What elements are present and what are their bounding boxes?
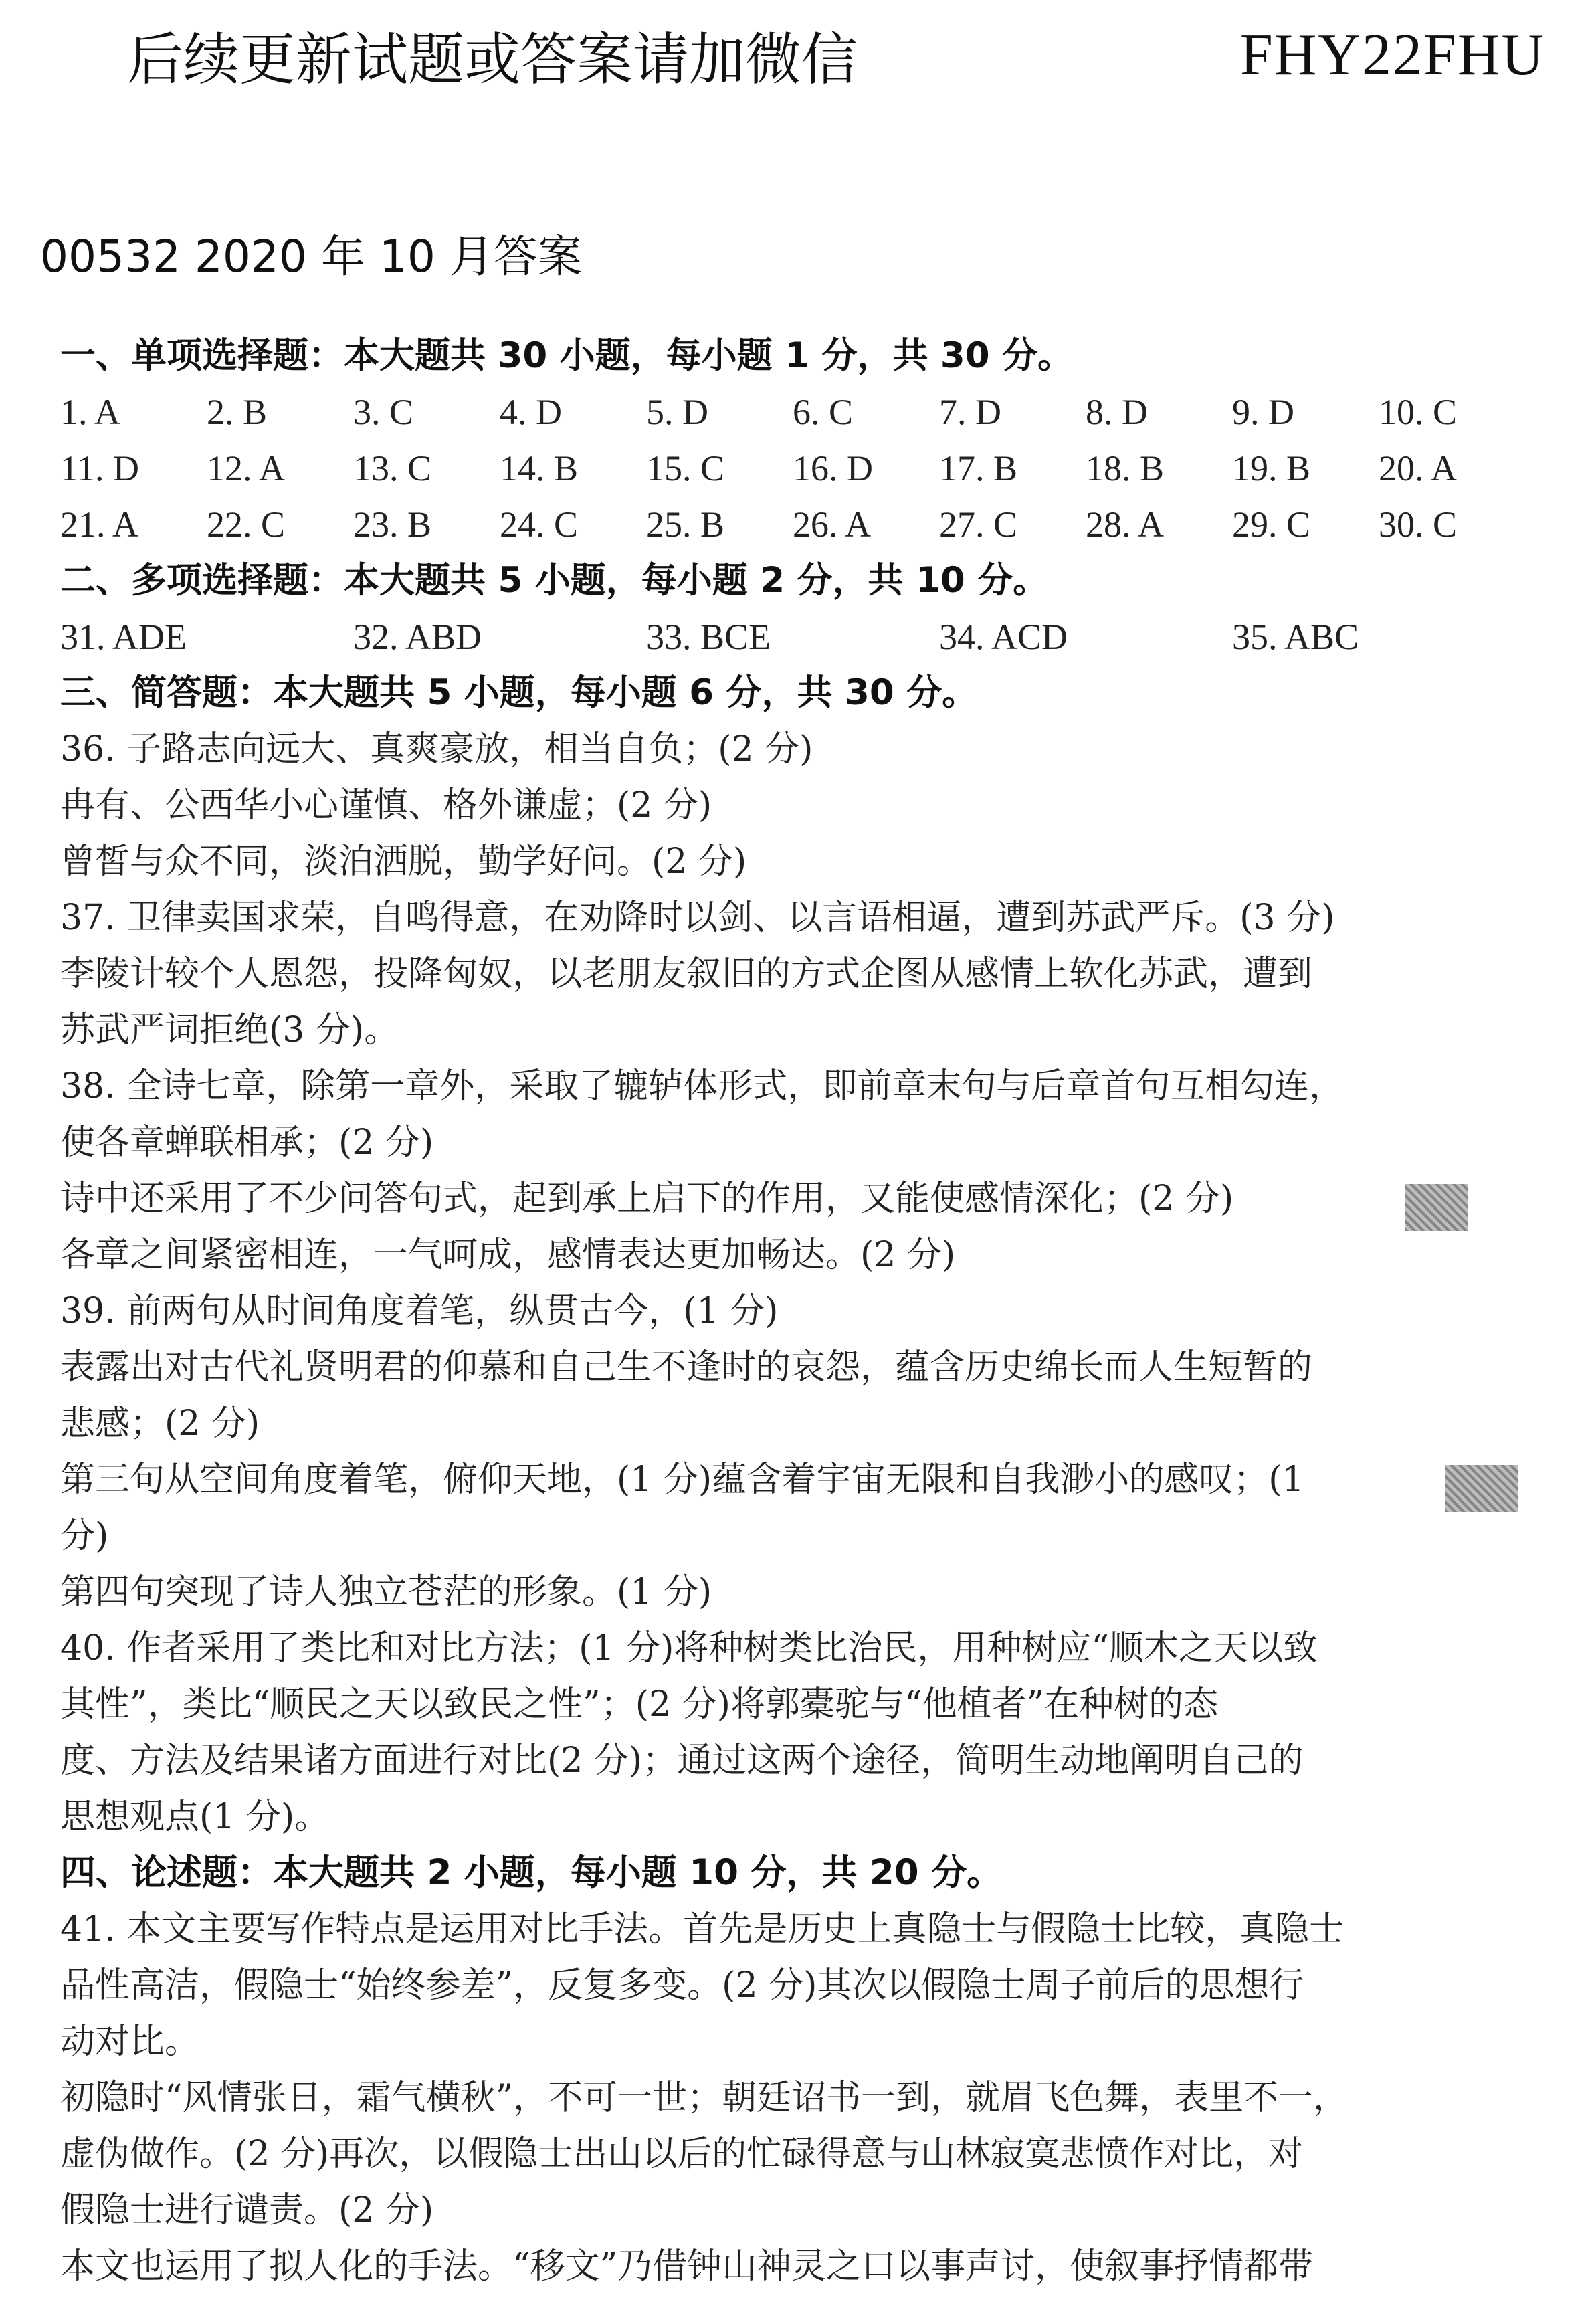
answer-cell: 7. D xyxy=(939,392,1001,432)
answer-cell: 35. ABC xyxy=(1232,617,1359,657)
answer-cell: 30. C xyxy=(1379,504,1458,545)
answer-cell: 26. A xyxy=(793,504,872,545)
answer-cell: 10. C xyxy=(1379,392,1458,432)
answer-line: 第三句从空间角度着笔，俯仰天地，(1 分)蕴含着宇宙无限和自我渺小的感叹；(1 xyxy=(60,1460,1304,1500)
answer-line: 37. 卫律卖国求荣，自鸣得意，在劝降时以剑、以言语相逼，遭到苏武严斥。(3 分) xyxy=(60,898,1335,938)
answer-cell: 3. C xyxy=(353,392,414,432)
answer-line: 苏武严词拒绝(3 分)。 xyxy=(60,1010,399,1050)
answer-cell: 5. D xyxy=(646,392,708,432)
answer-line: 虚伪做作。(2 分)再次，以假隐士出山以后的忙碌得意与山林寂寞悲愤作对比，对 xyxy=(60,2134,1304,2174)
answer-cell: 16. D xyxy=(793,448,873,488)
answer-cell: 29. C xyxy=(1232,504,1311,545)
multiple-choice-answers xyxy=(60,609,1572,665)
answer-line: 诗中还采用了不少问答句式，起到承上启下的作用，又能使感情深化；(2 分) xyxy=(60,1179,1234,1219)
header-wechat-code: FHY22FHU xyxy=(1239,22,1545,88)
scan-smudge xyxy=(1405,1184,1468,1231)
answer-line: 思想观点(1 分)。 xyxy=(60,1797,330,1837)
answer-row xyxy=(60,440,1572,496)
answer-line: 分) xyxy=(60,1516,109,1556)
header-notice: 后续更新试题或答案请加微信 xyxy=(127,26,858,92)
section4-heading: 四、论述题：本大题共 2 小题，每小题 10 分，共 20 分。 xyxy=(60,1852,1003,1893)
answer-line: 冉有、公西华小心谨慎、格外谦虚；(2 分) xyxy=(60,785,712,826)
answer-line: 使各章蝉联相承；(2 分) xyxy=(60,1123,434,1163)
section3-heading: 三、简答题：本大题共 5 小题，每小题 6 分，共 30 分。 xyxy=(60,672,978,713)
answer-line: 度、方法及结果诸方面进行对比(2 分)；通过这两个途径，简明生动地阐明自己的 xyxy=(60,1741,1304,1781)
answer-line: 41. 本文主要写作特点是运用对比手法。首先是历史上真隐士与假隐士比较，真隐士 xyxy=(60,1909,1344,1949)
page-header xyxy=(127,15,1545,95)
answer-line: 假隐士进行谴责。(2 分) xyxy=(60,2190,434,2230)
document-title: 00532 2020 年 10 月答案 xyxy=(40,231,582,282)
answer-cell: 17. B xyxy=(939,448,1018,488)
answer-cell: 15. C xyxy=(646,448,725,488)
answer-line: 本文也运用了拟人化的手法。“移文”乃借钟山神灵之口以事声讨，使叙事抒情都带 xyxy=(60,2246,1314,2287)
section2-heading: 二、多项选择题：本大题共 5 小题，每小题 2 分，共 10 分。 xyxy=(60,560,1049,601)
answer-line: 各章之间紧密相连，一气呵成，感情表达更加畅达。(2 分) xyxy=(60,1235,956,1275)
single-choice-answers xyxy=(60,384,1572,553)
answer-line: 第四句突现了诗人独立苍茫的形象。(1 分) xyxy=(60,1572,712,1612)
answer-cell: 23. B xyxy=(353,504,432,545)
answer-cell: 31. ADE xyxy=(60,617,187,657)
answer-cell: 11. D xyxy=(60,448,139,488)
short-answer-lines xyxy=(60,721,1572,1845)
answer-cell: 8. D xyxy=(1086,392,1148,432)
answer-line: 39. 前两句从时间角度着笔，纵贯古今，(1 分) xyxy=(60,1291,779,1331)
answer-content xyxy=(60,328,1572,2295)
answer-cell: 24. C xyxy=(500,504,579,545)
answer-cell: 9. D xyxy=(1232,392,1294,432)
answer-line: 36. 子路志向远大、真爽豪放，相当自负；(2 分) xyxy=(60,729,813,769)
answer-cell: 1. A xyxy=(60,392,121,432)
answer-cell: 33. BCE xyxy=(646,617,771,657)
answer-cell: 21. A xyxy=(60,504,139,545)
answer-line: 曾皙与众不同，淡泊洒脱，勤学好问。(2 分) xyxy=(60,842,747,882)
answer-cell: 34. ACD xyxy=(939,617,1068,657)
answer-line: 表露出对古代礼贤明君的仰慕和自己生不逢时的哀怨，蕴含历史绵长而人生短暂的 xyxy=(60,1347,1313,1387)
answer-line: 动对比。 xyxy=(60,2022,200,2062)
answer-cell: 14. B xyxy=(500,448,579,488)
answer-cell: 13. C xyxy=(353,448,432,488)
answer-line: 38. 全诗七章，除第一章外，采取了辘轳体形式，即前章末句与后章首句互相勾连， xyxy=(60,1066,1344,1106)
answer-line: 品性高洁，假隐士“始终参差”，反复多变。(2 分)其次以假隐士周子前后的思想行 xyxy=(60,1965,1304,2006)
answer-cell: 2. B xyxy=(207,392,268,432)
answer-row xyxy=(60,384,1572,440)
answer-line: 初隐时“风情张日，霜气横秋”，不可一世；朝廷诏书一到，就眉飞色舞，表里不一， xyxy=(60,2078,1349,2118)
answer-line: 李陵计较个人恩怨，投降匈奴，以老朋友叙旧的方式企图从感情上软化苏武，遭到 xyxy=(60,954,1313,994)
answer-line: 悲感；(2 分) xyxy=(60,1404,260,1444)
answer-row xyxy=(60,609,1572,665)
answer-cell: 20. A xyxy=(1379,448,1458,488)
answer-cell: 32. ABD xyxy=(353,617,482,657)
section1-heading: 一、单项选择题：本大题共 30 小题，每小题 1 分，共 30 分。 xyxy=(60,335,1074,376)
answer-cell: 25. B xyxy=(646,504,725,545)
answer-cell: 6. C xyxy=(793,392,854,432)
answer-cell: 4. D xyxy=(500,392,562,432)
answer-cell: 28. A xyxy=(1086,504,1165,545)
answer-cell: 12. A xyxy=(207,448,286,488)
answer-cell: 22. C xyxy=(207,504,286,545)
answer-row xyxy=(60,496,1572,553)
answer-line: 其性”，类比“顺民之天以致民之性”；(2 分)将郭橐驼与“他植者”在种树的态 xyxy=(60,1684,1219,1725)
essay-answer-lines xyxy=(60,1901,1572,2295)
answer-cell: 19. B xyxy=(1232,448,1311,488)
answer-line: 40. 作者采用了类比和对比方法；(1 分)将种树类比治民，用种树应“顺木之天以致 xyxy=(60,1628,1318,1668)
scan-smudge xyxy=(1445,1465,1518,1512)
answer-cell: 27. C xyxy=(939,504,1018,545)
answer-cell: 18. B xyxy=(1086,448,1165,488)
